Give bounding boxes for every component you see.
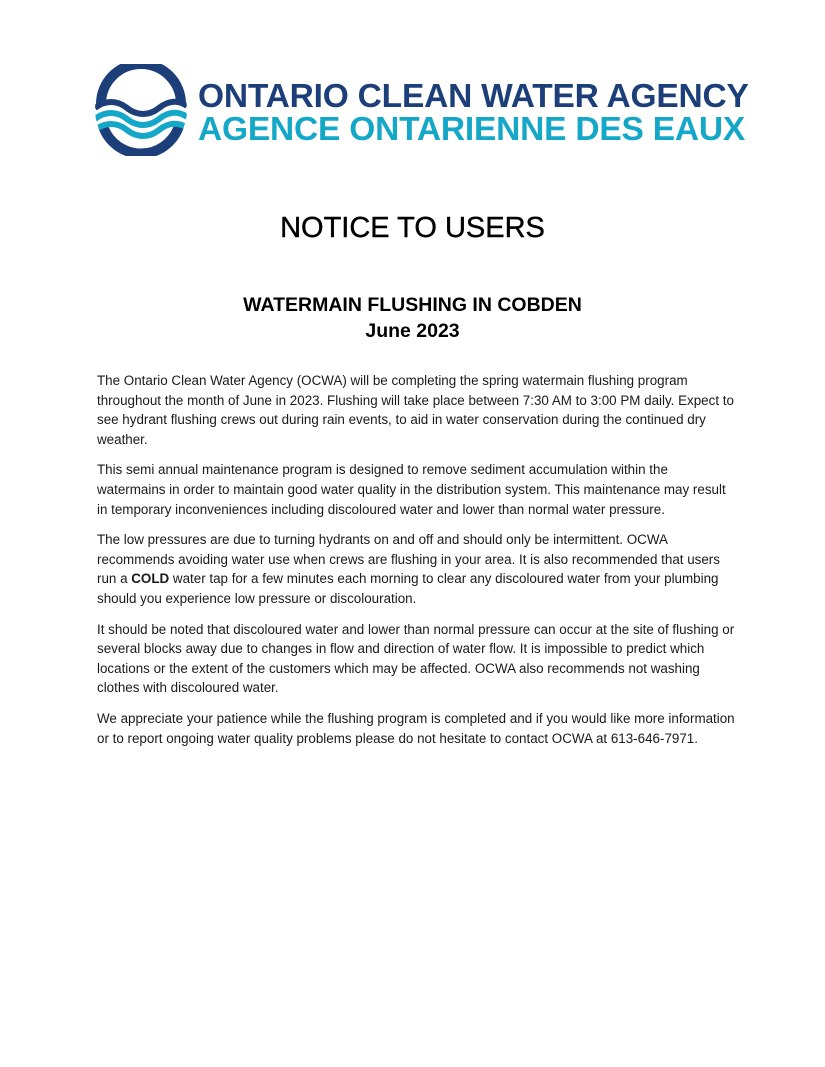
paragraph-pressure-end: water tap for a few minutes each morning to clear any discoloured water from your plumbing should you experience low pressure or discolouration. — [97, 571, 719, 606]
notice-subtitle — [0, 292, 825, 344]
ocwa-wave-logo-icon — [95, 64, 187, 156]
notice-title: NOTICE TO USERS — [280, 212, 545, 244]
paragraph-pressure-start: The low pressures are due to turning hydrants on and off and should only be intermittent. OCWA recommends avoiding water use when crews are flushing in your area. It is also recommended that users run a — [97, 532, 720, 587]
notice-body — [97, 371, 737, 759]
paragraph-program: The Ontario Clean Water Agency (OCWA) will be completing the spring watermain flushing program throughout the month of June in 2023. Flushing will take place between 7:30 AM to 3:00 PM daily. Expect to see hydrant flushing crews out during rain events, to aid in water conservation during the continued dry weather. — [97, 373, 734, 447]
agency-name-english: ONTARIO CLEAN WATER AGENCY — [198, 78, 749, 115]
paragraph-pressure — [97, 530, 737, 608]
paragraph-discoloured-water: It should be noted that discoloured water and lower than normal pressure can occur at the site of flushing or several blocks away due to changes in flow and direction of water flow. It is impossible to predict which locations or the extent of the customers which may be affected. OCWA also recommends not washing clothes with discoloured water. — [97, 621, 735, 696]
paragraph-contact: We appreciate your patience while the flushing program is completed and if you would like more information or to report ongoing water quality problems please do not hesitate to contact OCWA at 613-646-7971. — [97, 710, 735, 746]
paragraph-maintenance: This semi annual maintenance program is designed to remove sediment accumulation within the watermains in order to maintain good water quality in the distribution system. This maintenance may result in temporary inconveniences including discoloured water and lower than normal water pressure. — [97, 462, 726, 517]
agency-name-french: AGENCE ONTARIENNE DES EAUX — [198, 111, 745, 148]
notice-subject: WATERMAIN FLUSHING IN COBDEN — [243, 294, 582, 316]
agency-header — [95, 64, 749, 158]
notice-date: June 2023 — [365, 320, 460, 342]
cold-emphasis: COLD — [131, 571, 170, 587]
